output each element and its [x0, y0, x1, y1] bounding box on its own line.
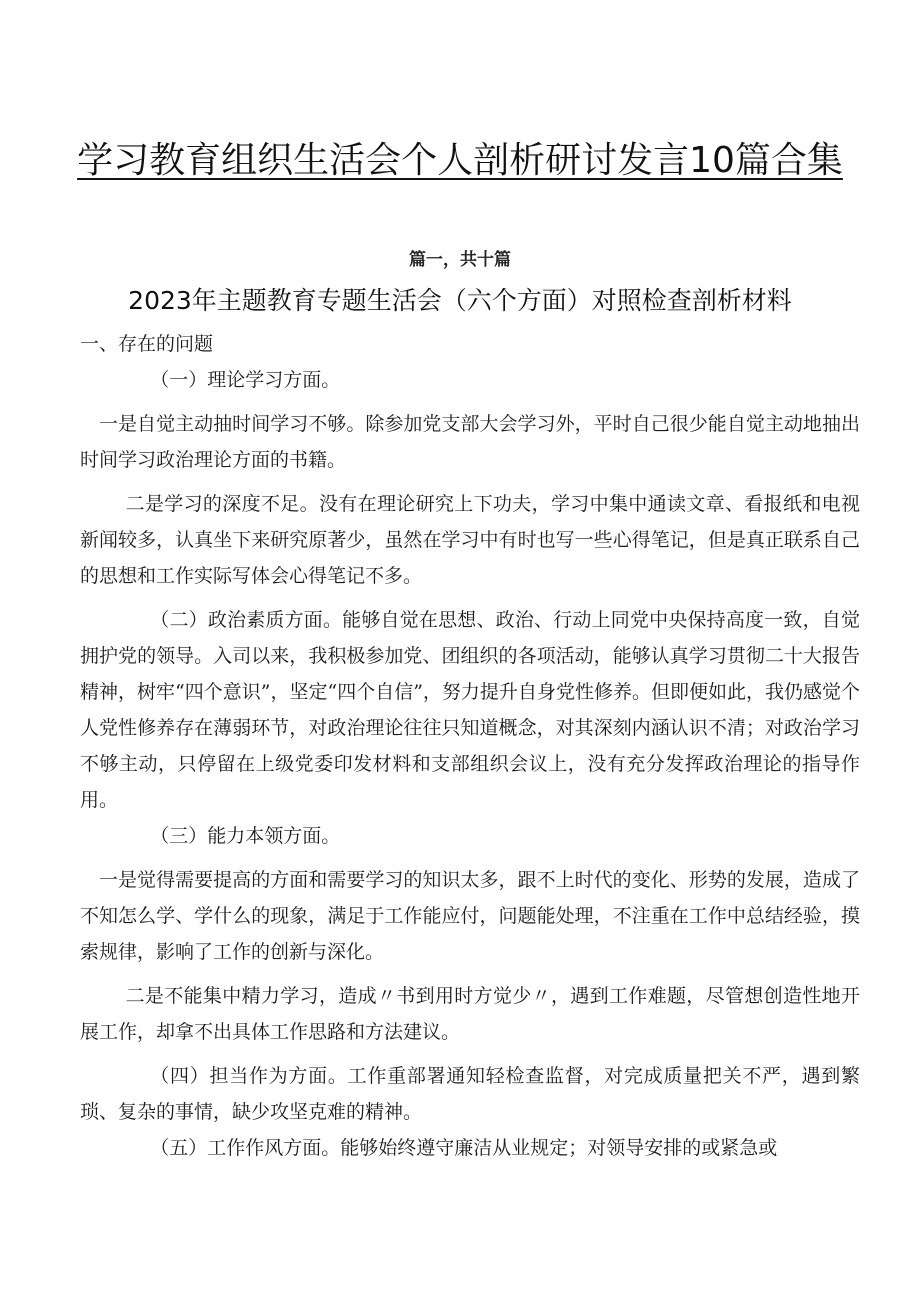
paragraph: 一是自觉主动抽时间学习不够。除参加党支部大会学习外，平时自己很少能自觉主动地抽出时间学习政治理论方面的书籍。 [80, 413, 860, 471]
paragraph: 一是觉得需要提高的方面和需要学习的知识太多，跟不上时代的变化、形势的发展，造成了不知怎么学、学什么的现象，满足于工作能应付，问题能处理，不注重在工作中总结经验，摸索规律，影响了工作的创新与深化。 [80, 869, 860, 963]
paragraph: （二）政治素质方面。能够自觉在思想、政治、行动上同党中央保持高度一致，自觉拥护党的领导。入司以来，我积极参加党、团组织的各项活动，能够认真学习贯彻二十大报告精神，树牢“四个意识”，坚定“四个自信”，努力提升自身党性修养。但即便如此，我仍感觉个人党性修养存在薄弱环节，对政治理论往往只知道概念，对其深刻内涵认识不清；对政治学习不够主动，只停留在上级党委印发材料和支部组织会议上，没有充分发挥政治理论的指导作用。 [80, 609, 860, 811]
document-body [80, 326, 860, 1166]
section-heading: 一、存在的问题 [80, 333, 214, 355]
article-title: 2023年主题教育专题生活会（六个方面）对照检查剖析材料 [128, 286, 792, 315]
document-title: 学习教育组织生活会个人剖析研讨发言10篇合集 [77, 140, 843, 181]
article-label: 篇一，共十篇 [409, 250, 511, 270]
subsection-heading: （一）理论学习方面。 [150, 369, 341, 391]
paragraph: （五）工作作风方面。能够始终遵守廉洁从业规定；对领导安排的或紧急或 [150, 1137, 778, 1159]
subsection-heading: （三）能力本领方面。 [150, 825, 341, 847]
paragraph: （四）担当作为方面。工作重部署通知轻检查监督，对完成质量把关不严，遇到繁琐、复杂的事情，缺少攻坚克难的精神。 [80, 1065, 860, 1123]
paragraph: 二是不能集中精力学习，造成〃书到用时方觉少〃，遇到工作难题，尽管想创造性地开展工作，却拿不出具体工作思路和方法建议。 [80, 985, 860, 1043]
paragraph: 二是学习的深度不足。没有在理论研究上下功夫，学习中集中通读文章、看报纸和电视新闻较多，认真坐下来研究原著少，虽然在学习中有时也写一些心得笔记，但是真正联系自己的思想和工作实际写体会心得笔记不多。 [80, 493, 860, 587]
